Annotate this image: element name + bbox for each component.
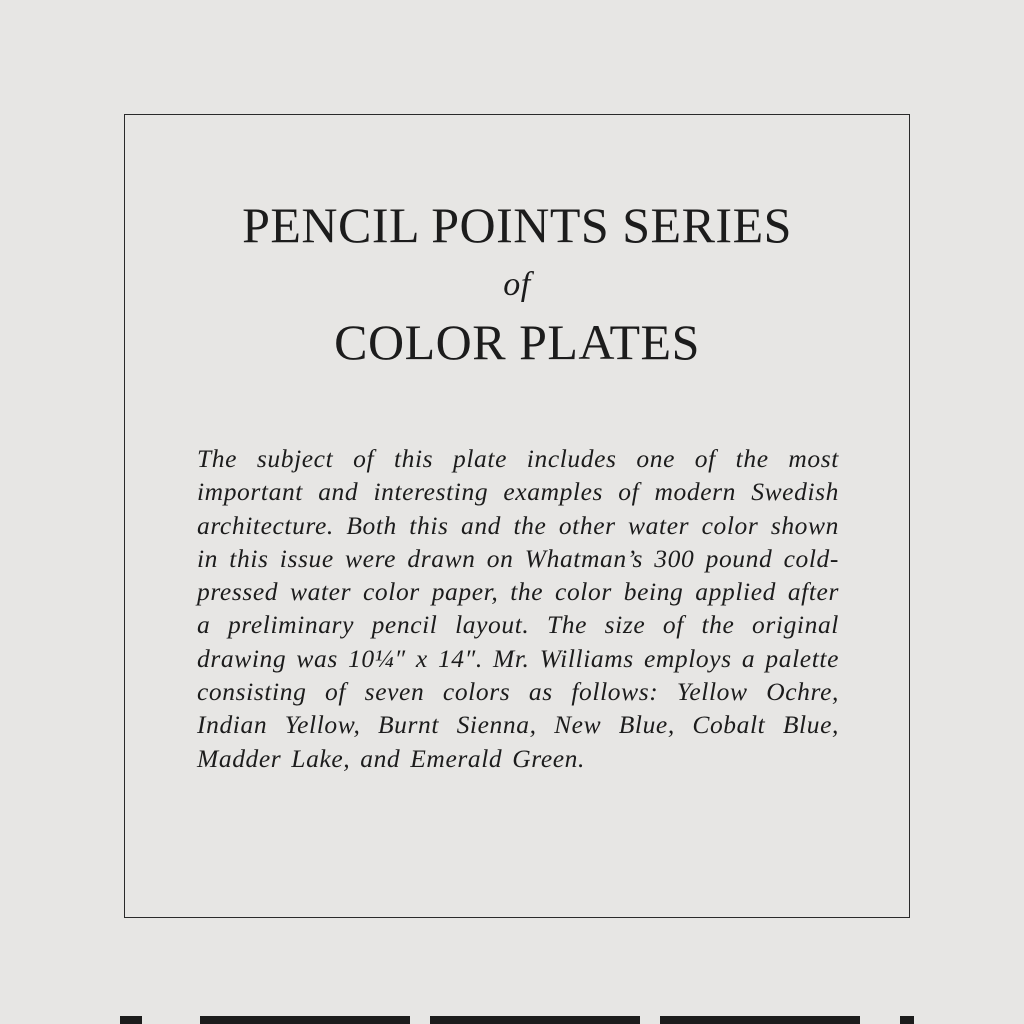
title-connector: of <box>503 266 531 303</box>
plate-description: The subject of this plate includes one of the most important and interesting examples of modern Swedish architecture. Both this and the other water color shown in this issue were drawn on Whatman’s 300 pound cold-pressed water color paper, the color being applied after a preliminary pencil layout. The size of the original drawing was 10¼″ x 14″. Mr. Williams employs a palette consisting of seven colors as follows: Yellow Ochre, Indian Yellow, Burnt Sienna, New Blue, Cobalt Blue, Madder Lake, and Emerald Green. <box>197 444 839 773</box>
cropped-next-heading <box>120 1008 920 1024</box>
page-subtitle: COLOR PLATES <box>334 314 700 370</box>
plate-frame <box>124 114 910 918</box>
page-title: PENCIL POINTS SERIES <box>242 197 792 253</box>
